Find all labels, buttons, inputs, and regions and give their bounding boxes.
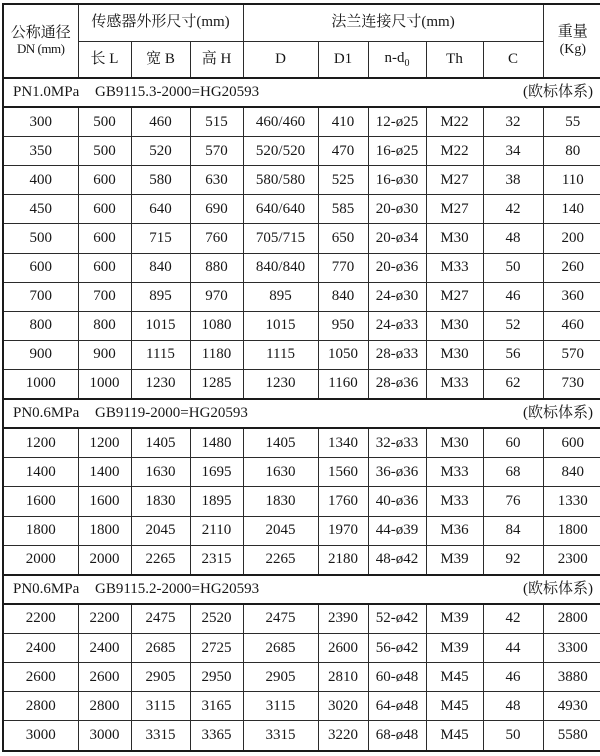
- table-row: [3, 369, 600, 399]
- header-d1: D1: [318, 41, 368, 78]
- table-cell: M33: [426, 458, 483, 487]
- table-cell: 2475: [243, 604, 318, 634]
- table-cell: M39: [426, 634, 483, 663]
- table-cell: 2110: [190, 516, 243, 545]
- table-cell: 770: [318, 253, 368, 282]
- table-cell: 895: [243, 282, 318, 311]
- table-cell: 900: [3, 340, 78, 369]
- section-note-label: (欧标体系): [523, 404, 594, 421]
- table-cell: 50: [483, 721, 543, 751]
- table-row: [3, 107, 600, 137]
- table-cell: 800: [3, 311, 78, 340]
- table-cell: 1630: [131, 458, 190, 487]
- table-cell: 690: [190, 195, 243, 224]
- table-cell: 1200: [78, 428, 131, 458]
- table-cell: M33: [426, 487, 483, 516]
- table-cell: 64-ø48: [368, 692, 426, 721]
- table-cell: 16-ø30: [368, 166, 426, 195]
- header-flange-group: 法兰连接尺寸(mm): [243, 4, 543, 41]
- table-cell: 580: [131, 166, 190, 195]
- table-cell: 2800: [543, 604, 600, 634]
- table-cell: 2800: [78, 692, 131, 721]
- table-row: [3, 604, 600, 634]
- table-cell: 3880: [543, 663, 600, 692]
- table-cell: 36-ø36: [368, 458, 426, 487]
- table-row: [3, 663, 600, 692]
- table-cell: 50: [483, 253, 543, 282]
- section-note-label: (欧标体系): [523, 83, 594, 100]
- header-th: Th: [426, 41, 483, 78]
- table-cell: 580/580: [243, 166, 318, 195]
- table-cell: 600: [78, 195, 131, 224]
- table-cell: M36: [426, 516, 483, 545]
- table-cell: 1760: [318, 487, 368, 516]
- table-cell: 110: [543, 166, 600, 195]
- table-cell: 970: [190, 282, 243, 311]
- table-cell: 38: [483, 166, 543, 195]
- table-row: [3, 340, 600, 369]
- section-standard-label: GB9115.2-2000=HG20593: [95, 580, 260, 597]
- table-row: [3, 545, 600, 575]
- table-cell: 2315: [190, 545, 243, 575]
- table-cell: 60-ø48: [368, 663, 426, 692]
- table-cell: 1015: [243, 311, 318, 340]
- table-cell: 1405: [131, 428, 190, 458]
- table-cell: 2300: [543, 545, 600, 575]
- table-cell: 92: [483, 545, 543, 575]
- section-header-row: [3, 575, 600, 604]
- table-cell: 42: [483, 604, 543, 634]
- table-cell: 2950: [190, 663, 243, 692]
- table-cell: 410: [318, 107, 368, 137]
- table-cell: 80: [543, 137, 600, 166]
- table-cell: 350: [3, 137, 78, 166]
- table-cell: 20-ø36: [368, 253, 426, 282]
- table-cell: 525: [318, 166, 368, 195]
- table-cell: 46: [483, 282, 543, 311]
- dimension-table: [2, 3, 600, 752]
- table-cell: 84: [483, 516, 543, 545]
- table-cell: 1895: [190, 487, 243, 516]
- header-width: 宽 B: [131, 41, 190, 78]
- table-cell: 1480: [190, 428, 243, 458]
- table-cell: 2600: [3, 663, 78, 692]
- header-row-groups: [3, 4, 600, 41]
- table-cell: M39: [426, 545, 483, 575]
- table-cell: M22: [426, 137, 483, 166]
- table-cell: 2685: [131, 634, 190, 663]
- table-row: [3, 721, 600, 751]
- header-weight-label: 重量: [557, 24, 588, 41]
- table-row: [3, 692, 600, 721]
- table-cell: 705/715: [243, 224, 318, 253]
- table-row: [3, 487, 600, 516]
- table-cell: 640/640: [243, 195, 318, 224]
- table-cell: 1180: [190, 340, 243, 369]
- table-cell: 840/840: [243, 253, 318, 282]
- header-nd0-subscript: 0: [404, 57, 410, 69]
- table-cell: 52-ø42: [368, 604, 426, 634]
- table-cell: 600: [78, 224, 131, 253]
- table-cell: 62: [483, 369, 543, 399]
- header-c: C: [483, 41, 543, 78]
- table-cell: M27: [426, 166, 483, 195]
- table-cell: 48: [483, 692, 543, 721]
- table-cell: 1285: [190, 369, 243, 399]
- table-cell: 2200: [78, 604, 131, 634]
- table-cell: 3365: [190, 721, 243, 751]
- table-cell: 760: [190, 224, 243, 253]
- table-cell: 520/520: [243, 137, 318, 166]
- table-cell: 34: [483, 137, 543, 166]
- table-cell: 1800: [3, 516, 78, 545]
- table-cell: 48-ø42: [368, 545, 426, 575]
- table-cell: 1400: [3, 458, 78, 487]
- table-cell: 2520: [190, 604, 243, 634]
- table-cell: 260: [543, 253, 600, 282]
- table-cell: 700: [3, 282, 78, 311]
- table-cell: 300: [3, 107, 78, 137]
- table-cell: 56: [483, 340, 543, 369]
- table-cell: 600: [543, 428, 600, 458]
- table-cell: 2475: [131, 604, 190, 634]
- table-cell: M33: [426, 369, 483, 399]
- table-cell: 3115: [243, 692, 318, 721]
- table-row: [3, 634, 600, 663]
- table-cell: 12-ø25: [368, 107, 426, 137]
- table-cell: 32: [483, 107, 543, 137]
- table-row: [3, 137, 600, 166]
- table-cell: 1115: [243, 340, 318, 369]
- table-cell: 28-ø33: [368, 340, 426, 369]
- table-cell: 2000: [78, 545, 131, 575]
- table-cell: 1050: [318, 340, 368, 369]
- section-pressure-label: PN1.0MPa: [13, 83, 80, 100]
- table-cell: 1800: [78, 516, 131, 545]
- table-cell: 2725: [190, 634, 243, 663]
- table-cell: 2600: [318, 634, 368, 663]
- table-cell: 20-ø30: [368, 195, 426, 224]
- table-cell: 55: [543, 107, 600, 137]
- table-cell: 700: [78, 282, 131, 311]
- table-cell: 2265: [131, 545, 190, 575]
- header-sensor-group: 传感器外形尺寸(mm): [78, 4, 243, 41]
- header-length: 长 L: [78, 41, 131, 78]
- table-body: [3, 78, 600, 751]
- table-cell: 450: [3, 195, 78, 224]
- section-header-cell: [3, 575, 600, 604]
- table-cell: 1695: [190, 458, 243, 487]
- table-cell: 460: [131, 107, 190, 137]
- table-cell: 60: [483, 428, 543, 458]
- table-cell: 140: [543, 195, 600, 224]
- table-cell: 1630: [243, 458, 318, 487]
- table-cell: 1080: [190, 311, 243, 340]
- table-cell: 68: [483, 458, 543, 487]
- table-cell: 3220: [318, 721, 368, 751]
- table-row: [3, 195, 600, 224]
- table-cell: 20-ø34: [368, 224, 426, 253]
- table-cell: 2810: [318, 663, 368, 692]
- table-cell: 895: [131, 282, 190, 311]
- section-standard-label: GB9115.3-2000=HG20593: [95, 83, 260, 100]
- section-standard-label: GB9119-2000=HG20593: [95, 404, 248, 421]
- table-cell: 46: [483, 663, 543, 692]
- table-cell: 2200: [3, 604, 78, 634]
- table-cell: M27: [426, 195, 483, 224]
- table-cell: M22: [426, 107, 483, 137]
- table-cell: 520: [131, 137, 190, 166]
- table-cell: 900: [78, 340, 131, 369]
- table-cell: 5580: [543, 721, 600, 751]
- section-pressure-label: PN0.6MPa: [13, 404, 80, 421]
- table-cell: 800: [78, 311, 131, 340]
- table-cell: 840: [318, 282, 368, 311]
- table-cell: 1400: [78, 458, 131, 487]
- table-cell: 1600: [3, 487, 78, 516]
- table-cell: 48: [483, 224, 543, 253]
- table-cell: 1015: [131, 311, 190, 340]
- table-cell: 2390: [318, 604, 368, 634]
- table-cell: M33: [426, 253, 483, 282]
- table-row: [3, 311, 600, 340]
- table-row: [3, 282, 600, 311]
- table-cell: 2400: [78, 634, 131, 663]
- table-cell: 1230: [131, 369, 190, 399]
- table-cell: 650: [318, 224, 368, 253]
- table-row: [3, 224, 600, 253]
- table-cell: 585: [318, 195, 368, 224]
- table-cell: 40-ø36: [368, 487, 426, 516]
- table-row: [3, 428, 600, 458]
- table-cell: 2685: [243, 634, 318, 663]
- table-cell: 200: [543, 224, 600, 253]
- table-cell: M39: [426, 604, 483, 634]
- section-header-row: [3, 78, 600, 107]
- table-cell: 2180: [318, 545, 368, 575]
- table-cell: 1115: [131, 340, 190, 369]
- table-cell: 500: [78, 107, 131, 137]
- section-header-row: [3, 399, 600, 428]
- table-cell: 24-ø30: [368, 282, 426, 311]
- table-cell: 715: [131, 224, 190, 253]
- table-cell: 3300: [543, 634, 600, 663]
- table-cell: 1230: [243, 369, 318, 399]
- table-cell: 52: [483, 311, 543, 340]
- table-cell: 68-ø48: [368, 721, 426, 751]
- table-cell: 42: [483, 195, 543, 224]
- header-d: D: [243, 41, 318, 78]
- table-row: [3, 253, 600, 282]
- table-cell: 32-ø33: [368, 428, 426, 458]
- header-row-columns: [3, 41, 600, 78]
- table-cell: M30: [426, 428, 483, 458]
- table-cell: 2800: [3, 692, 78, 721]
- table-cell: 880: [190, 253, 243, 282]
- table-cell: 570: [190, 137, 243, 166]
- table-row: [3, 516, 600, 545]
- table-cell: 730: [543, 369, 600, 399]
- table-cell: 1800: [543, 516, 600, 545]
- table-cell: 2400: [3, 634, 78, 663]
- table-cell: 600: [78, 166, 131, 195]
- header-nd0-main: n-d: [384, 49, 405, 66]
- table-cell: 1830: [243, 487, 318, 516]
- table-cell: 3000: [3, 721, 78, 751]
- section-note-label: (欧标体系): [523, 580, 594, 597]
- table-cell: 840: [131, 253, 190, 282]
- table-cell: M30: [426, 340, 483, 369]
- table-cell: 3165: [190, 692, 243, 721]
- table-cell: 3000: [78, 721, 131, 751]
- table-cell: 840: [543, 458, 600, 487]
- table-cell: 2600: [78, 663, 131, 692]
- section-header-cell: [3, 78, 600, 107]
- table-cell: 2000: [3, 545, 78, 575]
- table-cell: 2905: [131, 663, 190, 692]
- table-cell: 3115: [131, 692, 190, 721]
- table-row: [3, 458, 600, 487]
- table-cell: M27: [426, 282, 483, 311]
- table-cell: 44-ø39: [368, 516, 426, 545]
- table-cell: 76: [483, 487, 543, 516]
- header-weight: [543, 4, 600, 78]
- table-cell: 600: [78, 253, 131, 282]
- header-dn: [3, 4, 78, 78]
- table-cell: 1600: [78, 487, 131, 516]
- header-dn-label: 公称通径: [10, 24, 71, 41]
- table-cell: 360: [543, 282, 600, 311]
- table-cell: 630: [190, 166, 243, 195]
- table-cell: M45: [426, 721, 483, 751]
- table-cell: 460/460: [243, 107, 318, 137]
- table-cell: 28-ø36: [368, 369, 426, 399]
- table-cell: 1330: [543, 487, 600, 516]
- table-cell: 2905: [243, 663, 318, 692]
- table-cell: 2045: [131, 516, 190, 545]
- table-cell: M30: [426, 224, 483, 253]
- table-cell: 1405: [243, 428, 318, 458]
- table-cell: 515: [190, 107, 243, 137]
- table-cell: M45: [426, 692, 483, 721]
- table-cell: 1000: [78, 369, 131, 399]
- table-cell: 640: [131, 195, 190, 224]
- table-cell: 1340: [318, 428, 368, 458]
- table-cell: 3020: [318, 692, 368, 721]
- table-cell: 1000: [3, 369, 78, 399]
- header-weight-unit: (Kg): [559, 41, 587, 57]
- table-cell: 1200: [3, 428, 78, 458]
- table-cell: 400: [3, 166, 78, 195]
- table-cell: 3315: [131, 721, 190, 751]
- table-cell: 460: [543, 311, 600, 340]
- table-cell: 500: [3, 224, 78, 253]
- table-cell: 600: [3, 253, 78, 282]
- table-row: [3, 166, 600, 195]
- table-cell: 470: [318, 137, 368, 166]
- table-cell: 3315: [243, 721, 318, 751]
- table-cell: 2265: [243, 545, 318, 575]
- table-cell: 24-ø33: [368, 311, 426, 340]
- table-cell: M45: [426, 663, 483, 692]
- table-cell: 56-ø42: [368, 634, 426, 663]
- table-cell: 2045: [243, 516, 318, 545]
- table-cell: M30: [426, 311, 483, 340]
- table-cell: 1560: [318, 458, 368, 487]
- table-header: [3, 4, 600, 78]
- header-nd0: [368, 41, 426, 78]
- table-cell: 950: [318, 311, 368, 340]
- header-height: 高 H: [190, 41, 243, 78]
- section-pressure-label: PN0.6MPa: [13, 580, 80, 597]
- table-cell: 16-ø25: [368, 137, 426, 166]
- table-cell: 4930: [543, 692, 600, 721]
- table-cell: 500: [78, 137, 131, 166]
- table-cell: 44: [483, 634, 543, 663]
- section-header-cell: [3, 399, 600, 428]
- header-dn-unit: DN (mm): [17, 41, 65, 57]
- table-cell: 1970: [318, 516, 368, 545]
- table-cell: 1830: [131, 487, 190, 516]
- table-cell: 1160: [318, 369, 368, 399]
- table-cell: 570: [543, 340, 600, 369]
